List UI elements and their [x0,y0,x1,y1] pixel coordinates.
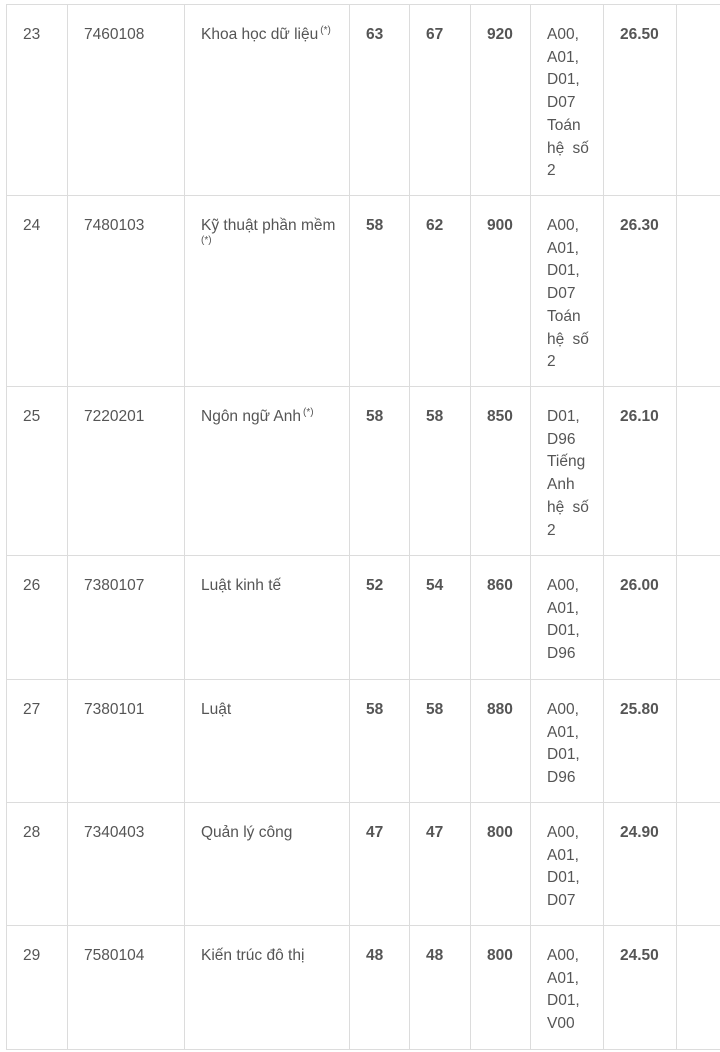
empty-cell [677,803,720,926]
major-code: 7380101 [68,680,185,803]
major-name: Ngôn ngữ Anh [201,408,302,425]
row-index: 23 [7,5,68,196]
subject-group-line: hệ số [547,498,589,516]
subject-groups [531,803,604,926]
subject-group-line: D01, [547,408,580,425]
subject-group-line: D01, [547,869,580,887]
major-code: 7340403 [68,803,185,926]
admission-score: 26.10 [604,387,677,556]
quota-a: 58 [350,196,410,387]
table-row [7,680,720,803]
subject-group-line: D01, [547,746,580,764]
subject-group-line: D01, [547,992,580,1010]
admission-score: 24.50 [604,926,677,1050]
admission-score: 26.50 [604,5,677,196]
threshold-score: 860 [471,556,531,680]
major-code: 7580104 [68,926,185,1050]
quota-b: 48 [410,926,471,1050]
major-note: (*) [201,234,212,246]
subject-group-line: D01, [547,71,580,89]
quota-a: 47 [350,803,410,926]
threshold-score: 920 [471,5,531,196]
subject-groups [531,5,604,196]
quota-a: 52 [350,556,410,680]
table-row [7,926,720,1050]
subject-group-line: D07 [547,285,576,303]
subject-group-line: A01, [547,239,579,257]
admission-score: 26.30 [604,196,677,387]
major-name-cell [185,196,350,387]
subject-group-line: A01, [547,846,579,864]
threshold-score: 900 [471,196,531,387]
subject-group-line: D01, [547,622,580,640]
empty-cell [677,5,720,196]
quota-b: 47 [410,803,471,926]
subject-group-line: D07 [547,892,576,910]
subject-groups [531,556,604,680]
quota-a: 58 [350,387,410,556]
subject-group-line: D07 [547,94,576,112]
major-code: 7380107 [68,556,185,680]
row-index: 27 [7,680,68,803]
subject-group-line: D96 [547,645,576,663]
subject-groups [531,680,604,803]
quota-b: 54 [410,556,471,680]
table-row [7,387,720,556]
admission-score: 25.80 [604,680,677,803]
subject-groups [531,387,604,556]
subject-group-line: A00, [547,947,579,964]
subject-group-line: V00 [547,1015,575,1033]
major-name: Luật kinh tế [185,556,350,680]
row-index: 26 [7,556,68,680]
threshold-score: 880 [471,680,531,803]
subject-group-line: Anh [547,476,575,494]
table-row [7,556,720,680]
subject-group-line: 2 [547,521,556,539]
subject-group-line: hệ số [547,330,589,348]
threshold-score: 800 [471,926,531,1050]
major-name: Khoa học dữ liệu [201,26,319,43]
threshold-score: 800 [471,803,531,926]
row-index: 29 [7,926,68,1050]
major-code: 7220201 [68,387,185,556]
quota-a: 58 [350,680,410,803]
major-code: 7460108 [68,5,185,196]
empty-cell [677,926,720,1050]
subject-group-line: A01, [547,48,579,66]
subject-group-line: 2 [547,162,556,180]
empty-cell [677,196,720,387]
quota-a: 63 [350,5,410,196]
subject-group-line: A00, [547,577,579,594]
subject-group-line: A00, [547,26,579,43]
major-name-cell [185,387,350,556]
quota-b: 58 [410,387,471,556]
subject-group-line: D96 [547,769,576,787]
subject-group-line: Toán [547,307,581,325]
table-row [7,803,720,926]
subject-group-line: A00, [547,824,579,841]
table-row [7,196,720,387]
quota-a: 48 [350,926,410,1050]
subject-group-line: D01, [547,262,580,280]
row-index: 25 [7,387,68,556]
threshold-score: 850 [471,387,531,556]
admissions-table [6,4,720,1050]
subject-group-line: A00, [547,701,579,718]
subject-group-line: Toán [547,116,581,134]
subject-group-line: A01, [547,969,579,987]
major-note: (*) [303,406,314,418]
subject-groups [531,196,604,387]
quota-b: 58 [410,680,471,803]
admission-score: 26.00 [604,556,677,680]
subject-group-line: Tiếng [547,453,586,471]
row-index: 28 [7,803,68,926]
empty-cell [677,680,720,803]
admission-score: 24.90 [604,803,677,926]
quota-b: 67 [410,5,471,196]
subject-group-line: hệ số [547,139,589,157]
empty-cell [677,387,720,556]
subject-groups [531,926,604,1050]
major-name: Luật [185,680,350,803]
empty-cell [677,556,720,680]
subject-group-line: A01, [547,723,579,741]
major-code: 7480103 [68,196,185,387]
quota-b: 62 [410,196,471,387]
subject-group-line: 2 [547,353,556,371]
major-note: (*) [320,24,331,36]
table-row [7,5,720,196]
major-name: Quản lý công [185,803,350,926]
major-name: Kỹ thuật phần mềm [201,217,336,234]
subject-group-line: A00, [547,217,579,234]
major-name-cell [185,5,350,196]
subject-group-line: D96 [547,430,576,448]
major-name: Kiến trúc đô thị [185,926,350,1050]
subject-group-line: A01, [547,599,579,617]
row-index: 24 [7,196,68,387]
